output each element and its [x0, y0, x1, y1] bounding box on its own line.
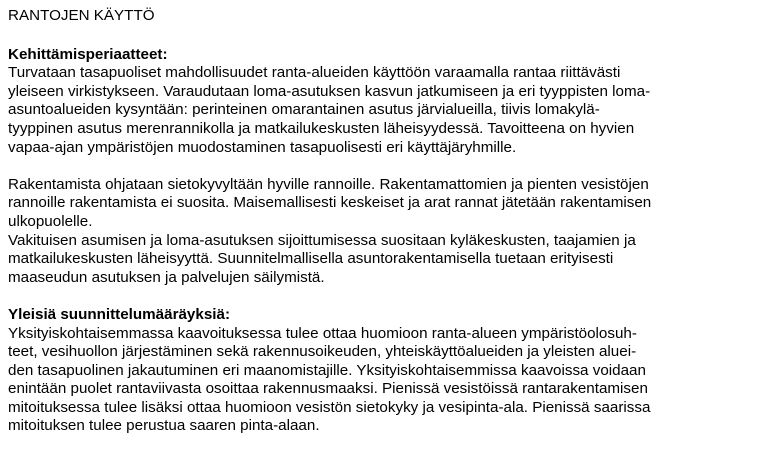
document-title: RANTOJEN KÄYTTÖ — [8, 7, 155, 24]
text-line: Yksityiskohtaisemmassa kaavoituksessa tulee ottaa huomioon ranta-alueen ympäristöolosuh- — [8, 324, 637, 342]
section-general-planning-regulations — [8, 306, 780, 436]
document — [8, 7, 780, 436]
text-line: ulkopuolelle. — [8, 212, 93, 230]
text-line: den tasapuolinen jakautuminen eri maanomistajille. Yksityiskohtaisemmissa kaavoissa voidaan — [8, 361, 646, 379]
text-line: mitoituksessa tulee lisäksi ottaa huomioon vesistön sietokyky ja vesipinta-ala. Pienissä saarissa — [8, 398, 651, 416]
text-line: matkailukeskusten läheisyyttä. Suunnitelmallisella asuntorakentamisella tuetaan erityisesti — [8, 250, 614, 268]
text-line: teet, vesihuollon järjestäminen sekä rakennusoikeuden, yhteiskäyttöalueiden ja yleisten aluei- — [8, 343, 637, 361]
text-line: Rakentamista ohjataan sietokyvyltään hyville rannoille. Rakentamattomien ja pienten vesistöjen — [8, 175, 649, 193]
text-line: mitoituksen tulee perustua saaren pinta-alaan. — [8, 417, 320, 435]
section-heading: Yleisiä suunnittelumääräyksiä: — [8, 305, 230, 323]
text-line: asuntoalueiden kysyntään: perinteinen omarantainen asutus järvialueilla, tiivis lomakylä- — [8, 101, 600, 119]
paragraph — [8, 325, 780, 437]
paragraph-gap — [8, 157, 780, 176]
text-line: enintään puolet rantaviivasta osoittaa rakennusmaaksi. Pienissä vesistöissä rantarakentamisen — [8, 380, 648, 398]
text-line: maaseudun asutuksen ja palvelujen säilymistä. — [8, 268, 325, 286]
paragraph — [8, 64, 780, 157]
text-line: Turvataan tasapuoliset mahdollisuudet ranta-alueiden käyttöön varaamalla rantaa riittävästi — [8, 64, 621, 82]
section-heading: Kehittämisperiaatteet: — [8, 45, 168, 63]
section-gap — [8, 287, 780, 306]
text-line: yleiseen virkistykseen. Varaudutaan loma-asutuksen kasvun jatkumiseen ja eri tyyppisten loma- — [8, 82, 651, 100]
paragraph — [8, 232, 780, 288]
text-line: rannoille rakentamista ei suosita. Maisemallisesti keskeiset ja arat rannat jätetään rakentamisen — [8, 194, 652, 212]
text-line: Vakituisen asumisen ja loma-asutuksen sijoittumisessa suositaan kyläkeskusten, taajamien ja — [8, 231, 636, 249]
text-line: tyyppinen asutus merenrannikolla ja matkailukeskusten läheisyydessä. Tavoitteena on hyvien — [8, 119, 635, 137]
paragraph — [8, 176, 780, 232]
text-line: vapaa-ajan ympäristöjen muodostaminen tasapuolisesti eri käyttäjäryhmille. — [8, 138, 517, 156]
section-development-principles — [8, 46, 780, 288]
